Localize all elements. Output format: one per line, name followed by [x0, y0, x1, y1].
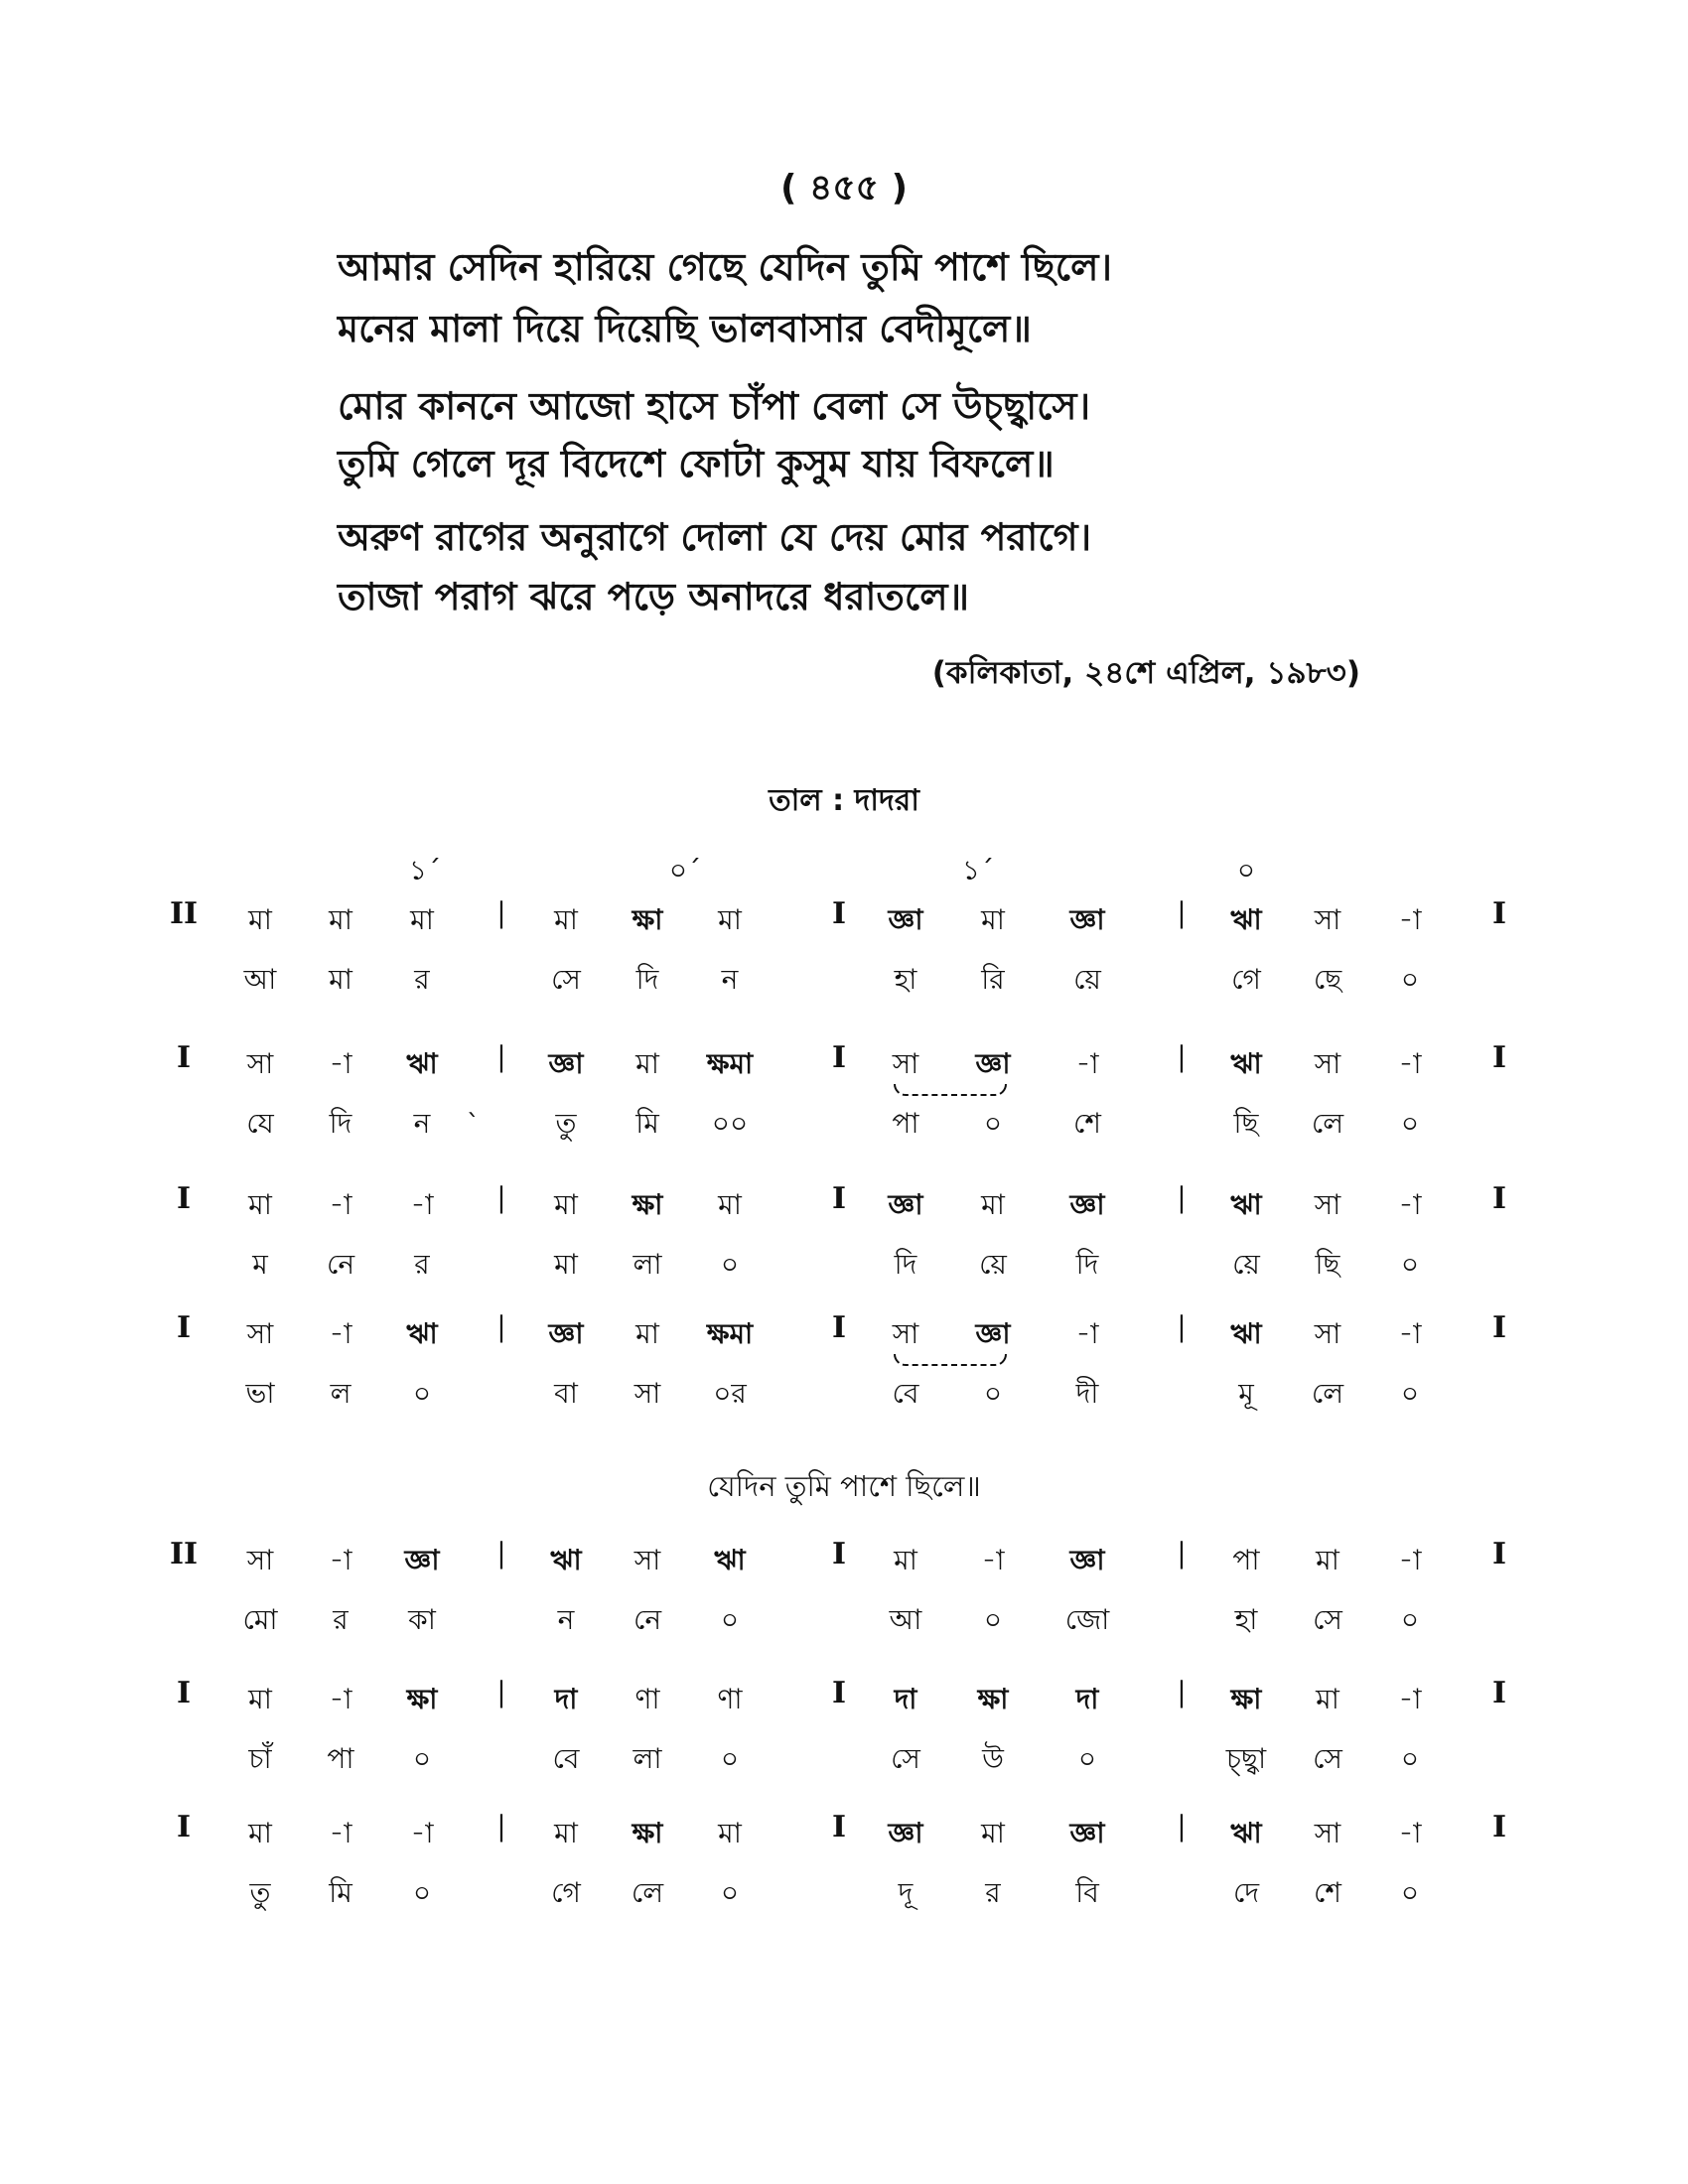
lyric-syllable: সে [551, 963, 581, 996]
lyric-syllable: য়ে [1073, 963, 1101, 996]
lyric-syllable: নে [633, 1603, 662, 1636]
lyric-syllable: লা [633, 1248, 662, 1281]
lyric-syllable: লে [1311, 1377, 1344, 1410]
measure-separator: | [496, 1040, 506, 1073]
lyric-syllable: বে [552, 1742, 580, 1775]
note-cell: ণা [634, 1683, 660, 1715]
lyric-syllable: নে [326, 1248, 355, 1281]
lyric-syllable: ০ [1400, 1248, 1420, 1281]
note-cell: মা [718, 1817, 742, 1849]
lyric-syllable: দি [329, 1107, 352, 1140]
measure-separator: I [831, 1676, 847, 1710]
lyric-line-3: মোর কাননে আজো হাসে চাঁপা বেলা সে উচ্ছ্বাসে। [338, 384, 1091, 428]
lyric-syllable: চ্ছ্বা [1225, 1742, 1267, 1775]
beat-mark-4: ০ [1236, 854, 1256, 887]
measure-separator: I [831, 1810, 847, 1844]
note-cell: মা [1316, 1544, 1339, 1576]
measure-separator: | [496, 1810, 506, 1843]
note-cell: মা [554, 903, 578, 936]
note-cell: মা [718, 1188, 742, 1221]
note-cell: ঋা [714, 1544, 746, 1576]
note-cell: মা [554, 1817, 578, 1849]
note-cell: ঋা [1230, 1047, 1262, 1080]
note-cell: ক্ষমা [706, 1047, 754, 1080]
note-cell: মা [248, 1683, 272, 1715]
lyric-syllable: ০ [1400, 1742, 1420, 1775]
lyric-syllable: ০ [983, 1107, 1003, 1140]
lyric-syllable: দূ [898, 1876, 914, 1909]
lyric-syllable: বি [1075, 1876, 1099, 1909]
note-cell: ঋা [1230, 1317, 1262, 1350]
lyric-line-6: তাজা পরাগ ঝরে পড়ে অনাদরে ধরাতলে॥ [338, 575, 969, 618]
note-cell: ক্ষমা [706, 1317, 754, 1350]
note-cell: মা [248, 1188, 272, 1221]
lyric-syllable: ০ [983, 1377, 1003, 1410]
lyric-syllable: আ [889, 1603, 922, 1636]
measure-separator: I [831, 896, 847, 931]
note-cell: সা [892, 1047, 919, 1080]
lyric-syllable: ০ [1400, 1876, 1420, 1909]
note-cell: মা [981, 1188, 1005, 1221]
lyric-syllable: র [414, 1248, 430, 1281]
measure-separator: | [1177, 1537, 1187, 1570]
note-cell: -া [329, 1683, 352, 1715]
note-cell: মা [554, 1188, 578, 1221]
page-number: ( ৪৫৫ ) [779, 168, 909, 208]
note-cell: ঋা [406, 1047, 438, 1080]
row-end-bar: I [1491, 1181, 1507, 1216]
note-cell: জ্ঞা [888, 1188, 923, 1221]
note-cell: ঋা [406, 1317, 438, 1350]
note-cell: ক্ষা [632, 903, 663, 936]
lyric-syllable: বে [892, 1377, 919, 1410]
lyric-syllable: মা [329, 963, 352, 996]
note-cell: দা [1075, 1683, 1099, 1715]
lyric-syllable: ০ [720, 1603, 740, 1636]
note-cell: জ্ঞা [975, 1047, 1011, 1080]
lyric-syllable: পা [892, 1107, 919, 1140]
lyric-syllable: লে [631, 1876, 664, 1909]
row-start-bar: II [169, 1537, 199, 1571]
note-cell: -া [329, 1188, 352, 1221]
row-end-bar: I [1491, 1537, 1507, 1571]
beat-mark-1: ১´ [408, 854, 442, 887]
lyric-syllable: ০ [1400, 1107, 1420, 1140]
lyric-syllable: শে [1073, 1107, 1101, 1140]
lyric-syllable: য়ে [979, 1248, 1007, 1281]
note-cell: জ্ঞা [1069, 1188, 1105, 1221]
lyric-syllable: ০র [713, 1377, 747, 1410]
note-cell: সা [1314, 1188, 1341, 1221]
lyric-syllable: ছি [1233, 1107, 1259, 1140]
note-cell: -া [1398, 1317, 1422, 1350]
lyric-syllable: গে [1231, 963, 1261, 996]
lyric-line-2: মনের মালা দিয়ে দিয়েছি ভালবাসার বেদীমূলে॥ [338, 307, 1032, 350]
lyric-syllable: র [985, 1876, 1001, 1909]
note-cell: -া [329, 1317, 352, 1350]
note-cell: -া [1398, 1544, 1422, 1576]
lyric-syllable: ০ [720, 1248, 740, 1281]
note-cell: সা [246, 1047, 274, 1080]
lyric-syllable: সে [1313, 1742, 1342, 1775]
measure-separator: | [1177, 1810, 1187, 1843]
lyric-syllable: সা [633, 1377, 661, 1410]
note-cell: জ্ঞা [548, 1047, 584, 1080]
note-cell: মা [248, 1817, 272, 1849]
note-cell: ক্ষা [977, 1683, 1009, 1715]
beat-mark-2: ০´ [668, 854, 702, 887]
row-start-bar: I [176, 1810, 192, 1844]
lyric-syllable: চাঁ [248, 1742, 272, 1775]
note-cell: মা [894, 1544, 917, 1576]
lyric-syllable: পা [327, 1742, 354, 1775]
lyric-syllable: ০ [720, 1742, 740, 1775]
row-start-bar: I [176, 1040, 192, 1075]
row-end-bar: I [1491, 896, 1507, 931]
note-cell: ক্ষা [632, 1188, 663, 1221]
measure-separator: | [1177, 1676, 1187, 1708]
lyric-syllable: কা [408, 1603, 436, 1636]
lyric-syllable: ছি [1315, 1248, 1340, 1281]
note-cell: মা [981, 1817, 1005, 1849]
lyric-syllable: তু [555, 1107, 577, 1140]
note-cell: জ্ঞা [888, 1817, 923, 1849]
lyric-syllable: ০ [1077, 1742, 1097, 1775]
note-cell: মা [329, 903, 352, 936]
lyric-syllable: মূ [1238, 1377, 1254, 1410]
lyric-syllable: মা [554, 1248, 578, 1281]
lyric-syllable: মো [242, 1603, 278, 1636]
lyric-syllable: ম [252, 1248, 268, 1281]
row-end-bar: I [1491, 1040, 1507, 1075]
measure-separator: I [831, 1181, 847, 1216]
lyric-syllable: ন [557, 1603, 575, 1636]
lyric-syllable: দি [635, 963, 659, 996]
note-cell: -া [981, 1544, 1005, 1576]
note-cell: -া [329, 1817, 352, 1849]
note-cell: -া [329, 1047, 352, 1080]
lyric-syllable: দী [1075, 1377, 1099, 1410]
lyric-syllable: রি [981, 963, 1005, 996]
note-cell: -া [410, 1188, 434, 1221]
measure-separator: | [1177, 1040, 1187, 1073]
lyric-syllable: যে [246, 1107, 274, 1140]
note-cell: জ্ঞা [1069, 1544, 1105, 1576]
note-cell: জ্ঞা [975, 1317, 1011, 1350]
date-note: (কলিকাতা, ২৪শে এপ্রিল, ১৯৮৩) [931, 655, 1360, 691]
lyric-line-5: অরুণ রাগের অনুরাগে দোলা যে দেয় মোর পরাগে। [338, 515, 1092, 559]
lyric-syllable: ন [413, 1107, 431, 1140]
row-start-bar: II [169, 896, 199, 931]
note-cell: সা [1314, 1047, 1341, 1080]
note-cell: জ্ঞা [1069, 903, 1105, 936]
measure-separator: I [831, 1537, 847, 1571]
note-cell: ক্ষা [632, 1817, 663, 1849]
beat-mark-3: ১´ [961, 854, 995, 887]
lyric-syllable: ০ [412, 1876, 432, 1909]
lyric-syllable: লা [633, 1742, 662, 1775]
note-cell: -া [410, 1817, 434, 1849]
measure-separator: | [496, 1676, 506, 1708]
note-cell: ণা [717, 1683, 743, 1715]
lyric-syllable: ন [721, 963, 739, 996]
lyric-syllable: ভা [245, 1377, 275, 1410]
lyric-syllable: তু [249, 1876, 271, 1909]
lyric-syllable: ০ [1400, 963, 1420, 996]
lyric-syllable: ০ [412, 1742, 432, 1775]
note-cell: দা [554, 1683, 578, 1715]
note-cell: সা [246, 1544, 274, 1576]
note-cell: জ্ঞা [1069, 1817, 1105, 1849]
lyric-syllable: দি [1075, 1248, 1099, 1281]
note-cell: -া [1398, 1047, 1422, 1080]
measure-separator: | [496, 1181, 506, 1214]
note-cell: মা [635, 1047, 659, 1080]
lyric-syllable: জো [1064, 1603, 1110, 1636]
note-cell: সা [1314, 1317, 1341, 1350]
slur-mark [894, 1084, 1007, 1096]
slur-mark [894, 1354, 1007, 1366]
row-start-bar: I [176, 1310, 192, 1345]
note-cell: মা [410, 903, 434, 936]
lyric-syllable: দে [1232, 1876, 1260, 1909]
lyric-syllable: মি [635, 1107, 659, 1140]
note-cell: সা [246, 1317, 274, 1350]
lyric-syllable: উ [982, 1742, 1004, 1775]
note-cell: ক্ষা [1230, 1683, 1262, 1715]
note-cell: ঋা [550, 1544, 582, 1576]
note-cell: -া [329, 1544, 352, 1576]
row-start-bar: I [176, 1676, 192, 1710]
note-cell: সা [1314, 1817, 1341, 1849]
note-cell: -া [1075, 1317, 1099, 1350]
lyric-syllable: সে [1313, 1603, 1342, 1636]
measure-separator: | [1177, 896, 1187, 929]
note-cell: মা [1316, 1683, 1339, 1715]
note-cell: সা [1314, 903, 1341, 936]
note-cell: -া [1398, 1683, 1422, 1715]
note-cell: দা [894, 1683, 917, 1715]
lyric-syllable: ০ [1400, 1603, 1420, 1636]
note-cell: পা [1232, 1544, 1260, 1576]
row-end-bar: I [1491, 1310, 1507, 1345]
lyric-syllable: ০ [412, 1377, 432, 1410]
lyric-syllable: বা [554, 1377, 578, 1410]
row-end-bar: I [1491, 1676, 1507, 1710]
note-cell: ঋা [1230, 1188, 1262, 1221]
note-cell: ঋা [1230, 1817, 1262, 1849]
note-cell: সা [633, 1544, 661, 1576]
note-cell: জ্ঞা [888, 903, 923, 936]
lyric-line-1: আমার সেদিন হারিয়ে গেছে যেদিন তুমি পাশে ছিলে। [338, 245, 1112, 289]
lyric-syllable: হা [894, 963, 917, 996]
note-cell: -া [1398, 903, 1422, 936]
note-cell: সা [892, 1317, 919, 1350]
note-cell: -া [1398, 1188, 1422, 1221]
lyric-syllable: আ [243, 963, 277, 996]
lyric-syllable: সে [891, 1742, 920, 1775]
refrain-line: যেদিন তুমি পাশে ছিলে॥ [707, 1469, 981, 1503]
note-cell: -া [1398, 1817, 1422, 1849]
lyric-syllable: ল [330, 1377, 352, 1410]
lyric-syllable: দি [894, 1248, 917, 1281]
measure-separator: | [496, 896, 506, 929]
lyric-syllable: ০ [720, 1876, 740, 1909]
measure-separator: | [496, 1310, 506, 1343]
measure-separator: | [1177, 1181, 1187, 1214]
note-cell: মা [718, 903, 742, 936]
note-cell: মা [635, 1317, 659, 1350]
lyric-syllable: গে [551, 1876, 581, 1909]
measure-separator: | [1177, 1310, 1187, 1343]
note-cell: ঋা [1230, 903, 1262, 936]
lyric-syllable: ০ [983, 1603, 1003, 1636]
measure-separator: | [496, 1537, 506, 1570]
row-end-bar: I [1491, 1810, 1507, 1844]
lyric-syllable: লে [1311, 1107, 1344, 1140]
row-start-bar: I [176, 1181, 192, 1216]
lyric-syllable: শে [1314, 1876, 1341, 1909]
separator-tick-mark: ˋ [467, 1110, 480, 1140]
note-cell: মা [981, 903, 1005, 936]
lyric-line-4: তুমি গেলে দূর বিদেশে ফোটা কুসুম যায় বিফলে॥ [338, 442, 1055, 485]
lyric-syllable: ছে [1313, 963, 1342, 996]
lyric-syllable: হা [1234, 1603, 1258, 1636]
measure-separator: I [831, 1040, 847, 1075]
lyric-syllable: য়ে [1232, 1248, 1260, 1281]
note-cell: জ্ঞা [548, 1317, 584, 1350]
tala-title: তাল : দাদরা [769, 783, 919, 818]
lyric-syllable: র [333, 1603, 349, 1636]
lyric-syllable: ০০ [711, 1107, 749, 1140]
lyric-syllable: ০ [1400, 1377, 1420, 1410]
lyric-syllable: র [414, 963, 430, 996]
note-cell: -া [1075, 1047, 1099, 1080]
note-cell: মা [248, 903, 272, 936]
note-cell: জ্ঞা [404, 1544, 440, 1576]
note-cell: ক্ষা [406, 1683, 438, 1715]
lyric-syllable: মি [329, 1876, 352, 1909]
measure-separator: I [831, 1310, 847, 1345]
